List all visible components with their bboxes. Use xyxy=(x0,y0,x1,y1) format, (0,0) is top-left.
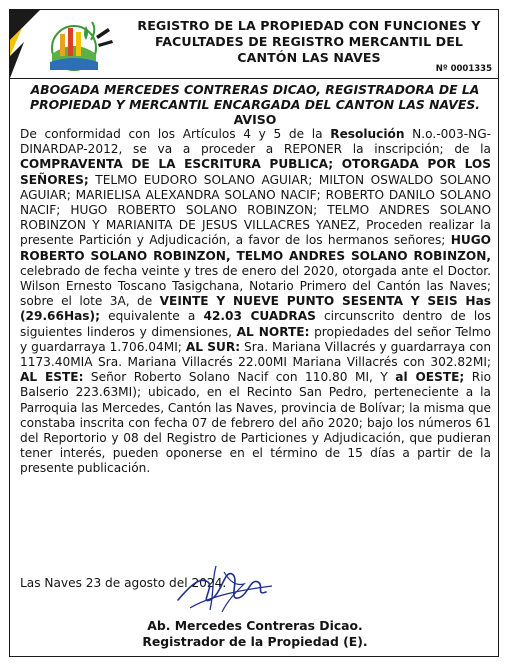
handwritten-signature-icon xyxy=(170,556,280,618)
body-segment: equivalente a xyxy=(99,309,204,324)
body-segment: De conformidad con los Artículos 4 y 5 de la xyxy=(20,127,331,141)
body-segment: Rio Balserio 223.63MI); ubicado, en el Recinto San Pedro, perteneciente a la Parroquia las Mercedes, Cantón las Naves, provincia de Bolívar; la misma que constaba inscrita con fecha 07 de febrero del año 2020; bajo los números 61 del Reportorio y 08 del Registro de Particiones y Adjudicación, que pudieran tener interés, pueden oponerse en el término de 15 días a partir de la presente publicación. xyxy=(20,370,491,476)
body-segment-bold: Resolución xyxy=(330,127,405,141)
body-segment-bold: VEINTE Y NUEVE PUNTO SESENTA Y SEIS Has (29.66Has); xyxy=(20,294,491,324)
header-divider xyxy=(10,78,498,79)
body-segment-bold: COMPRAVENTA DE LA ESCRITURA PUBLICA; OTORGADA POR LOS SEÑORES; xyxy=(20,157,491,187)
notice-header xyxy=(10,10,498,78)
body-segment: propiedades del señor Telmo y guardarraya 1.706.04MI; xyxy=(20,324,491,354)
body-segment: N.o.-003-NG- DINARDAP-2012, se va a proceder a REPONER la inscripción; de la xyxy=(20,127,491,157)
signer-name: Ab. Mercedes Contreras Dicao. xyxy=(147,618,363,633)
registry-title xyxy=(118,18,500,66)
signer-title: Registrador de la Propiedad (E). xyxy=(142,634,368,649)
body-segment-bold: 42.03 CUADRAS xyxy=(203,309,316,324)
place-date: Las Naves 23 de agosto del 2024. xyxy=(20,576,227,590)
body-segment-bold: HUGO ROBERTO SOLANO ROBINZON, TELMO ANDRES SOLANO ROBINZON, xyxy=(20,233,491,263)
title-line-3: CANTÓN LAS NAVES xyxy=(237,50,381,65)
document-number: Nº 0001335 xyxy=(435,64,492,74)
las-naves-logo-icon xyxy=(38,14,120,74)
body-segment-bold: AL ESTE: xyxy=(20,370,84,385)
body-segment: TELMO EUDORO SOLANO AGUIAR; MILTON OSWALDO SOLANO AGUIAR; MARIELISA ALEXANDRA SOLANO NACIF; ROBERTO DANILO SOLANO NACIF; HUGO ROBERTO SOLANO ROBINZON; TELMO ANDRES SOLANO ROBINZON Y MARIANITA DE JESUS VILLACRES YANEZ, Proceden realizar la presente Partición y Adjudicación, a favor de los hermanos señores; xyxy=(20,172,491,248)
title-line-2: FACULTADES DE REGISTRO MERCANTIL DEL xyxy=(154,34,464,49)
body-segment: Sra. Mariana Villacrés y guardarraya con 1173.40MIA Sra. Mariana Villacrés 22.00MI Mariana Villacrés con 302.82MI; xyxy=(20,339,492,370)
corner-ribbon xyxy=(10,10,40,78)
title-line-1: REGISTRO DE LA PROPIEDAD CON FUNCIONES Y xyxy=(137,18,481,33)
body-segment-bold: AL SUR: xyxy=(185,339,241,354)
registrar-subtitle: ABOGADA MERCEDES CONTRERAS DICAO, REGISTRADORA DE LA PROPIEDAD Y MERCANTIL ENCARGADA DEL CANTON LAS NAVES. xyxy=(30,82,480,113)
signer-block xyxy=(16,618,494,650)
body-segment: Señor Roberto Solano Nacif con 110.80 MI, Y xyxy=(83,370,396,385)
notice-heading: AVISO xyxy=(233,112,277,127)
body-segment-bold: al OESTE; xyxy=(395,370,465,385)
notice-body xyxy=(20,127,491,477)
body-segment: circunscrito dentro de los siguientes linderos y dimensiones, xyxy=(20,309,491,339)
body-segment: celebrado de fecha veinte y tres de enero del 2020, otorgada ante el Doctor. Wilson Ernesto Toscano Tasigchana, Notario Primero del Cantón las Naves; sobre el lote 3A, de xyxy=(20,263,491,309)
body-segment-bold: AL NORTE: xyxy=(236,324,310,339)
